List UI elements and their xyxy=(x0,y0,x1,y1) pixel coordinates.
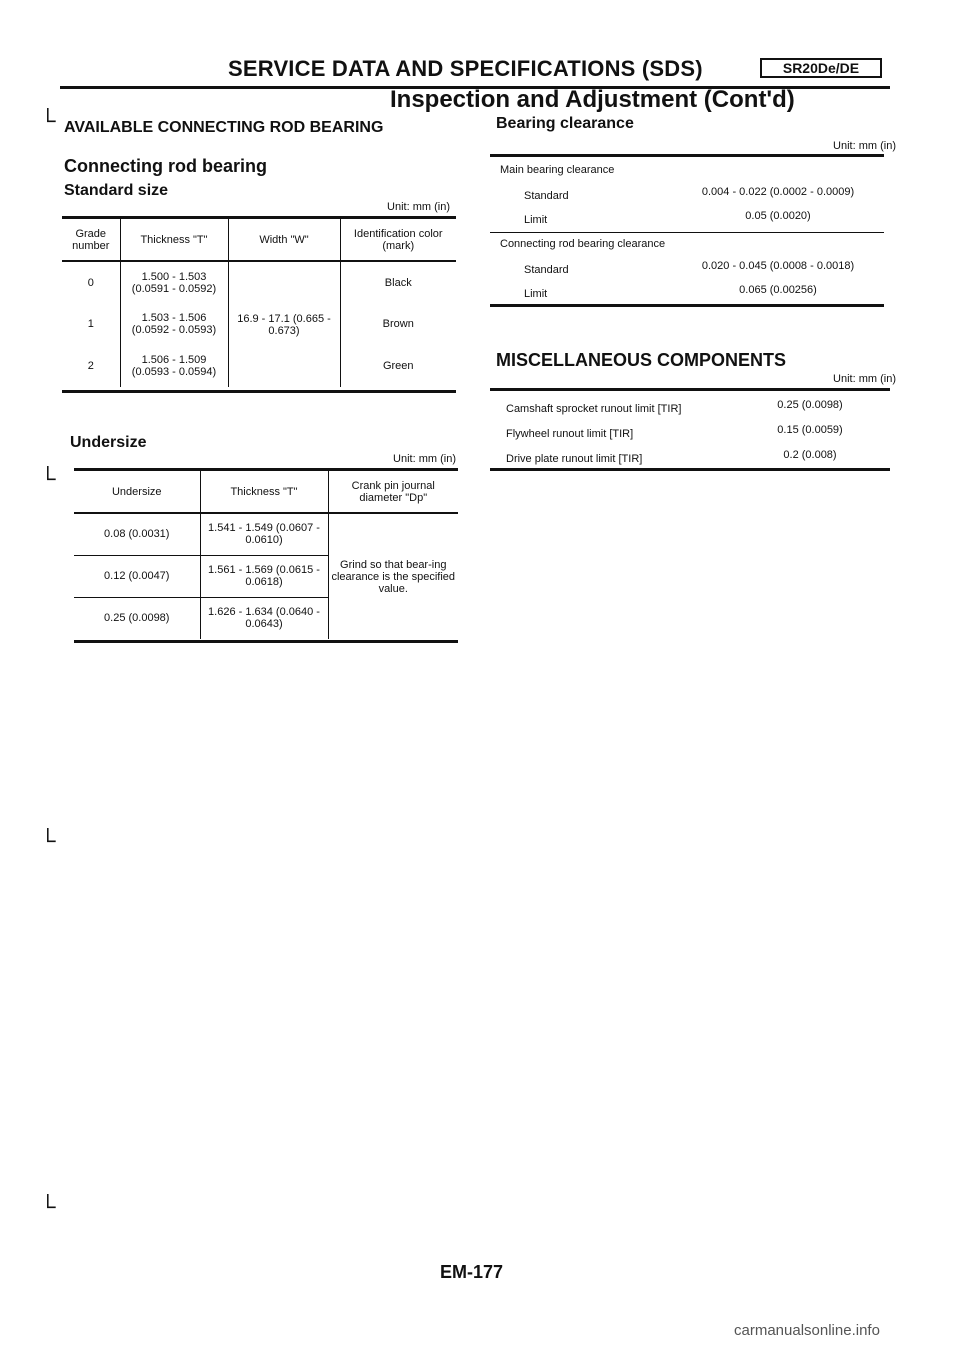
color-cell: Black xyxy=(384,276,412,289)
grade-cell: 0 xyxy=(62,261,120,303)
header-undersize: Undersize xyxy=(74,471,200,513)
list-item: Flywheel runout limit [TIR] xyxy=(506,428,634,440)
undersize-cell: 0.08 (0.0031) xyxy=(74,513,200,555)
rod-bearing-clearance-label: Connecting rod bearing clearance xyxy=(500,238,666,250)
rod-limit-label: Limit xyxy=(524,288,548,300)
page-header-title: SERVICE DATA AND SPECIFICATIONS (SDS) xyxy=(228,56,703,81)
table-row xyxy=(62,261,456,303)
bearing-clearance-title: Bearing clearance xyxy=(496,115,634,132)
main-limit-label: Limit xyxy=(524,214,548,226)
header-thickness: Thickness "T" xyxy=(120,219,228,261)
list-item-value: 0.25 (0.0098) xyxy=(777,399,843,411)
list-item-value: 0.2 (0.008) xyxy=(783,449,837,461)
standard-size-title: Standard size xyxy=(64,182,169,199)
page-subtitle: Inspection and Adjustment (Cont'd) xyxy=(390,86,795,113)
header-identification-color: Identification color (mark) xyxy=(340,219,456,261)
standard-size-table xyxy=(62,219,456,387)
engine-model-badge: SR20De/DE xyxy=(760,58,882,78)
thickness-cell: 1.541 - 1.549 (0.0607 - 0.0610) xyxy=(200,513,328,555)
revision-mark-icon: └ xyxy=(40,108,56,133)
row-divider xyxy=(490,232,884,233)
thickness-cell: 1.503 - 1.506 (0.0592 - 0.0593) xyxy=(120,303,228,345)
header-thickness: Thickness "T" xyxy=(200,471,328,513)
grind-note-cell: Grind so that bear-ing clearance is the specified value. xyxy=(331,558,455,595)
table-bottom-rule xyxy=(490,468,890,471)
rod-limit-value: 0.065 (0.00256) xyxy=(739,284,817,296)
misc-components-title: MISCELLANEOUS COMPONENTS xyxy=(496,350,787,370)
table-bottom-rule xyxy=(62,390,456,393)
thickness-cell: 1.561 - 1.569 (0.0615 - 0.0618) xyxy=(200,555,328,597)
grade-cell: 1 xyxy=(62,303,120,345)
revision-mark-icon: └ xyxy=(40,828,56,853)
subsection-connecting-rod-bearing: Connecting rod bearing xyxy=(64,156,268,176)
standard-size-unit: Unit: mm (in) xyxy=(387,201,450,213)
misc-components-unit: Unit: mm (in) xyxy=(833,373,896,385)
table-row xyxy=(74,513,458,555)
table-top-rule xyxy=(490,154,884,157)
rod-standard-label: Standard xyxy=(524,264,569,276)
table-bottom-rule xyxy=(490,304,884,307)
section-title-connecting-rod-bearing: AVAILABLE CONNECTING ROD BEARING xyxy=(64,119,384,136)
watermark: carmanualsonline.info xyxy=(734,1322,880,1339)
main-standard-value: 0.004 - 0.022 (0.0002 - 0.0009) xyxy=(701,186,855,198)
header-width: Width "W" xyxy=(228,219,340,261)
thickness-cell: 1.500 - 1.503 (0.0591 - 0.0592) xyxy=(120,261,228,303)
main-limit-value: 0.05 (0.0020) xyxy=(745,210,811,222)
color-cell: Brown xyxy=(382,318,414,330)
undersize-unit: Unit: mm (in) xyxy=(393,453,456,465)
main-bearing-clearance-label: Main bearing clearance xyxy=(500,164,615,176)
table-top-rule xyxy=(490,388,890,391)
list-item-value: 0.15 (0.0059) xyxy=(777,424,843,436)
header-crank-pin-diameter: Crank pin journal diameter "Dp" xyxy=(328,471,458,513)
color-cell: Green xyxy=(382,360,414,372)
grade-cell: 2 xyxy=(62,345,120,387)
revision-mark-icon: └ xyxy=(40,1194,56,1219)
width-cell: 16.9 - 17.1 (0.665 - 0.673) xyxy=(228,261,340,387)
table-bottom-rule xyxy=(74,640,458,643)
thickness-cell: 1.626 - 1.634 (0.0640 - 0.0643) xyxy=(200,597,328,639)
undersize-cell: 0.12 (0.0047) xyxy=(74,555,200,597)
undersize-table xyxy=(74,471,458,639)
thickness-cell: 1.506 - 1.509 (0.0593 - 0.0594) xyxy=(120,345,228,387)
undersize-cell: 0.25 (0.0098) xyxy=(74,597,200,639)
revision-mark-icon: └ xyxy=(40,466,56,491)
main-standard-label: Standard xyxy=(524,190,569,202)
page-number: EM-177 xyxy=(440,1262,504,1282)
list-item: Drive plate runout limit [TIR] xyxy=(506,453,643,465)
rod-standard-value: 0.020 - 0.045 (0.0008 - 0.0018) xyxy=(701,260,855,272)
header-grade-number: Grade number xyxy=(62,219,120,261)
list-item: Camshaft sprocket runout limit [TIR] xyxy=(506,403,682,415)
bearing-clearance-unit: Unit: mm (in) xyxy=(833,140,896,152)
undersize-title: Undersize xyxy=(70,434,147,451)
